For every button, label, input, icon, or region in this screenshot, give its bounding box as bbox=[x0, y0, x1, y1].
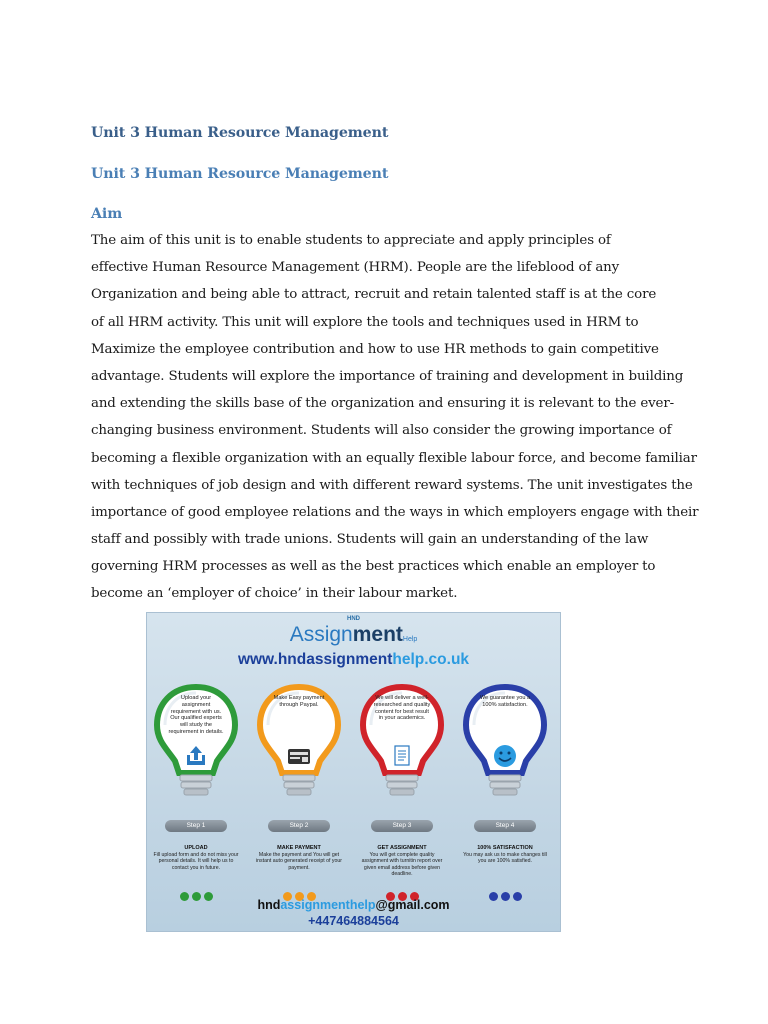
paragraph-line: with techniques of job design and with different reward systems. The unit investigates the bbox=[91, 477, 693, 493]
paragraph-line: governing HRM processes as well as the best practices which enable an employer to bbox=[91, 559, 656, 575]
contact-phone: +447464884564 bbox=[308, 914, 399, 928]
paragraph-line: importance of good employee relations and the ways in which employers engage with their bbox=[91, 504, 699, 520]
aim-heading: Aim bbox=[91, 206, 123, 222]
upload-icon bbox=[183, 743, 209, 769]
infographic-image bbox=[146, 612, 561, 932]
bulb-text: We will deliver a well-researched and quality content for best result in your academics. bbox=[373, 695, 431, 722]
payment-icon bbox=[286, 743, 312, 769]
website-url: www.hndassignmenthelp.co.uk bbox=[237, 651, 470, 668]
step-title: 100% SATISFACTION bbox=[477, 845, 533, 851]
step-label: Step 1 bbox=[165, 820, 227, 832]
step-description: Fill upload form and do not miss your personal details. It will help us to contact you in future. bbox=[153, 852, 239, 871]
paragraph-line: Maximize the employee contribution and how to use HR methods to gain competitive bbox=[91, 341, 659, 357]
document-icon bbox=[389, 743, 415, 769]
step-label: Step 2 bbox=[268, 820, 330, 832]
contact-email: hndassignmenthelp@gmail.com bbox=[257, 898, 450, 912]
aim-paragraph bbox=[91, 231, 699, 612]
paragraph-line: and extending the skills base of the organization and ensuring it is relevant to the ever- bbox=[91, 396, 674, 412]
smiley-icon bbox=[492, 743, 518, 769]
step-title: MAKE PAYMENT bbox=[277, 845, 321, 851]
brand-logo: AssignmentHelp bbox=[289, 623, 418, 646]
step-description: You will get complete quality assignment with turnitin report over given email address before given deadline. bbox=[361, 852, 443, 877]
paragraph-line: staff and possibly with trade unions. Students will gain an understanding of the law bbox=[91, 532, 649, 548]
paragraph-line: become an ‘employer of choice’ in their labour market. bbox=[91, 586, 458, 602]
paragraph-line: The aim of this unit is to enable students to appreciate and apply principles of bbox=[91, 233, 611, 248]
step-title: UPLOAD bbox=[184, 845, 208, 851]
bulb-text: We guarantee you a 100% satisfaction. bbox=[479, 695, 531, 708]
step-label: Step 3 bbox=[371, 820, 433, 832]
paragraph-line: advantage. Students will explore the importance of training and development in building bbox=[91, 368, 684, 384]
bulb-text: Upload your assignment requirement with us. Our qualified experts will study the requirement in details. bbox=[168, 695, 224, 735]
lightbulb-graphic bbox=[256, 683, 342, 801]
step-label: Step 4 bbox=[474, 820, 536, 832]
paragraph-line: changing business environment. Students will also consider the growing importance of bbox=[91, 423, 672, 439]
lightbulb-graphic bbox=[359, 683, 445, 801]
section-title: Unit 3 Human Resource Management bbox=[91, 166, 389, 182]
paragraph-line: effective Human Resource Management (HRM). People are the lifeblood of any bbox=[91, 260, 620, 276]
paragraph-line: of all HRM activity. This unit will explore the tools and techniques used in HRM to bbox=[91, 314, 639, 330]
paragraph-line: Organization and being able to attract, recruit and retain talented staff is at the core bbox=[91, 287, 657, 303]
brand-small-label: HND bbox=[347, 616, 360, 622]
step-description: Make the payment and You will get instant auto generated receipt of your payment. bbox=[256, 852, 342, 871]
step-title: GET ASSIGNMENT bbox=[377, 845, 427, 851]
lightbulb-graphic bbox=[153, 683, 239, 801]
paragraph-line: becoming a flexible organization with an equally flexible labour force, and become familiar bbox=[91, 450, 697, 466]
lightbulb-graphic bbox=[462, 683, 548, 801]
step-description: You may ask us to make changes till you are 100% satisfied. bbox=[463, 852, 547, 865]
bulb-text: Make Easy payment through Paypal. bbox=[273, 695, 325, 708]
page-title: Unit 3 Human Resource Management bbox=[91, 125, 389, 141]
